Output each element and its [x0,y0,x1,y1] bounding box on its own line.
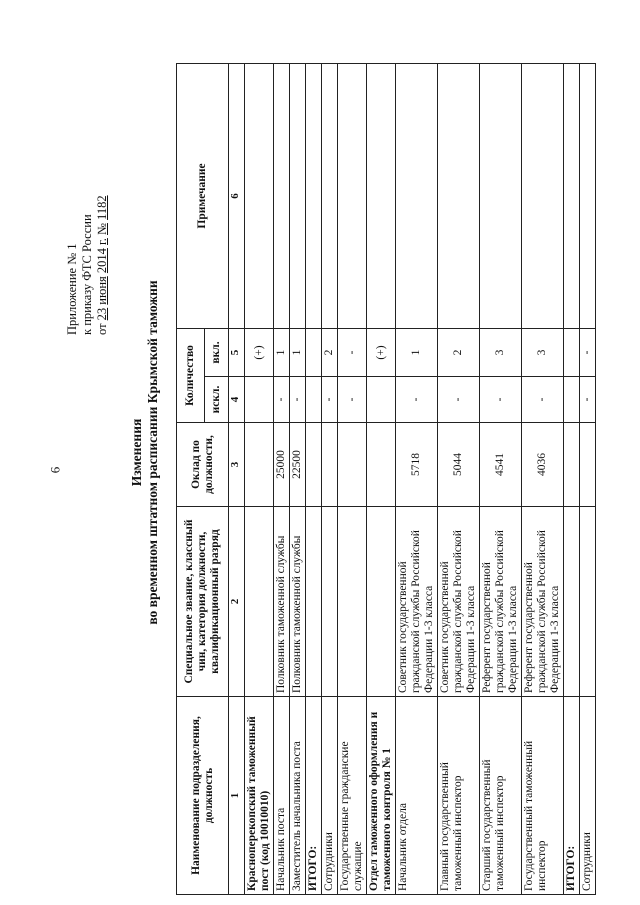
header-note: Примечание [177,64,229,329]
salary-cell: 5718 [396,423,438,507]
staff-changes-table [176,63,596,895]
header-rank: Специальное звание, классный чин, категория должности, квалификационный разряд [177,507,229,697]
note-cell [306,64,322,329]
index-cell: 3 [229,423,245,507]
salary-cell [322,423,338,507]
excl-cell: - [580,377,596,423]
incl-cell [306,329,322,377]
incl-cell: (+) [367,329,396,377]
excl-cell: - [480,377,522,423]
name-cell: Государственный таможенный инспектор [522,697,564,895]
note-cell [522,64,564,329]
excl-cell: - [522,377,564,423]
header-excl: искл. [205,377,229,423]
incl-cell: - [580,329,596,377]
name-cell: Красноперекопский таможенный пост (код 10010010) [245,697,274,895]
rank-cell: Референт государственной гражданской службы Российской Федерации 1-3 класса [480,507,522,697]
name-cell: Заместитель начальника поста [290,697,306,895]
rank-cell [367,507,396,697]
appendix-date-line: от 23 июня 2014 г. № 1182 [95,195,109,335]
excl-cell [306,377,322,423]
name-cell: Начальник поста [274,697,290,895]
table-row [564,64,580,895]
incl-cell: 3 [480,329,522,377]
rank-cell [338,507,367,697]
table-row [438,64,480,895]
rank-cell [322,507,338,697]
header-name: Наименование подразделения, должность [177,697,229,895]
excl-cell [367,377,396,423]
note-cell [438,64,480,329]
header-incl: вкл. [205,329,229,377]
table-row [396,64,438,895]
salary-cell [245,423,274,507]
excl-cell: - [438,377,480,423]
note-cell [274,64,290,329]
table-row [580,64,596,895]
excl-cell: - [338,377,367,423]
rank-cell: Советник государственной гражданской службы Российской Федерации 1-3 класса [396,507,438,697]
name-cell: Отдел таможенного оформления и таможенного контроля № 1 [367,697,396,895]
note-cell [245,64,274,329]
excl-cell: - [396,377,438,423]
table-row [290,64,306,895]
salary-cell [367,423,396,507]
appendix-block [65,195,110,335]
table-row [322,64,338,895]
appendix-line2: к приказу ФТС России [80,214,94,335]
rank-cell [306,507,322,697]
table-row [306,64,322,895]
rank-cell: Полковник таможенной службы [290,507,306,697]
table-body [245,64,596,895]
name-cell: Начальник отдела [396,697,438,895]
salary-cell [564,423,580,507]
table-row [274,64,290,895]
table-row [338,64,367,895]
note-cell [580,64,596,329]
incl-cell: 2 [438,329,480,377]
title-line1: Изменения [129,418,144,487]
name-cell: Сотрудники [580,697,596,895]
note-cell [396,64,438,329]
document-title [129,0,161,905]
rank-cell: Советник государственной гражданской службы Российской Федерации 1-3 класса [438,507,480,697]
name-cell: Государственные гражданские служащие [338,697,367,895]
incl-cell: 3 [522,329,564,377]
rank-cell [564,507,580,697]
salary-cell: 4541 [480,423,522,507]
table-row [522,64,564,895]
note-cell [290,64,306,329]
salary-cell: 25000 [274,423,290,507]
salary-cell: 5044 [438,423,480,507]
salary-cell [580,423,596,507]
salary-cell [338,423,367,507]
excl-cell [564,377,580,423]
header-quantity: Количество [177,329,205,423]
note-cell [338,64,367,329]
note-cell [564,64,580,329]
incl-cell: 1 [396,329,438,377]
rank-cell: Полковник таможенной службы [274,507,290,697]
index-cell: 1 [229,697,245,895]
incl-cell: 1 [274,329,290,377]
excl-cell [245,377,274,423]
salary-cell: 4036 [522,423,564,507]
note-cell [322,64,338,329]
name-cell: ИТОГО: [306,697,322,895]
note-cell [367,64,396,329]
table-row [480,64,522,895]
page-number: 6 [47,466,63,474]
excl-cell: - [274,377,290,423]
name-cell: ИТОГО: [564,697,580,895]
index-cell: 5 [229,329,245,377]
incl-cell: 1 [290,329,306,377]
rank-cell [580,507,596,697]
excl-cell: - [322,377,338,423]
table-row [367,64,396,895]
index-cell: 6 [229,64,245,329]
appendix-line1: Приложение № 1 [65,243,79,335]
excl-cell: - [290,377,306,423]
salary-cell: 22500 [290,423,306,507]
index-cell: 4 [229,377,245,423]
name-cell: Старший государственный таможенный инспектор [480,697,522,895]
note-cell [480,64,522,329]
rank-cell: Референт государственной гражданской службы Российской Федерации 1-3 класса [522,507,564,697]
title-line2: во временном штатном расписании Крымской таможни [145,280,160,625]
rank-cell [245,507,274,697]
name-cell: Главный государственный таможенный инспектор [438,697,480,895]
incl-cell: (+) [245,329,274,377]
table-row [245,64,274,895]
index-cell: 2 [229,507,245,697]
incl-cell [564,329,580,377]
name-cell: Сотрудники [322,697,338,895]
incl-cell: - [338,329,367,377]
header-salary: Оклад по должности, [177,423,229,507]
salary-cell [306,423,322,507]
incl-cell: 2 [322,329,338,377]
